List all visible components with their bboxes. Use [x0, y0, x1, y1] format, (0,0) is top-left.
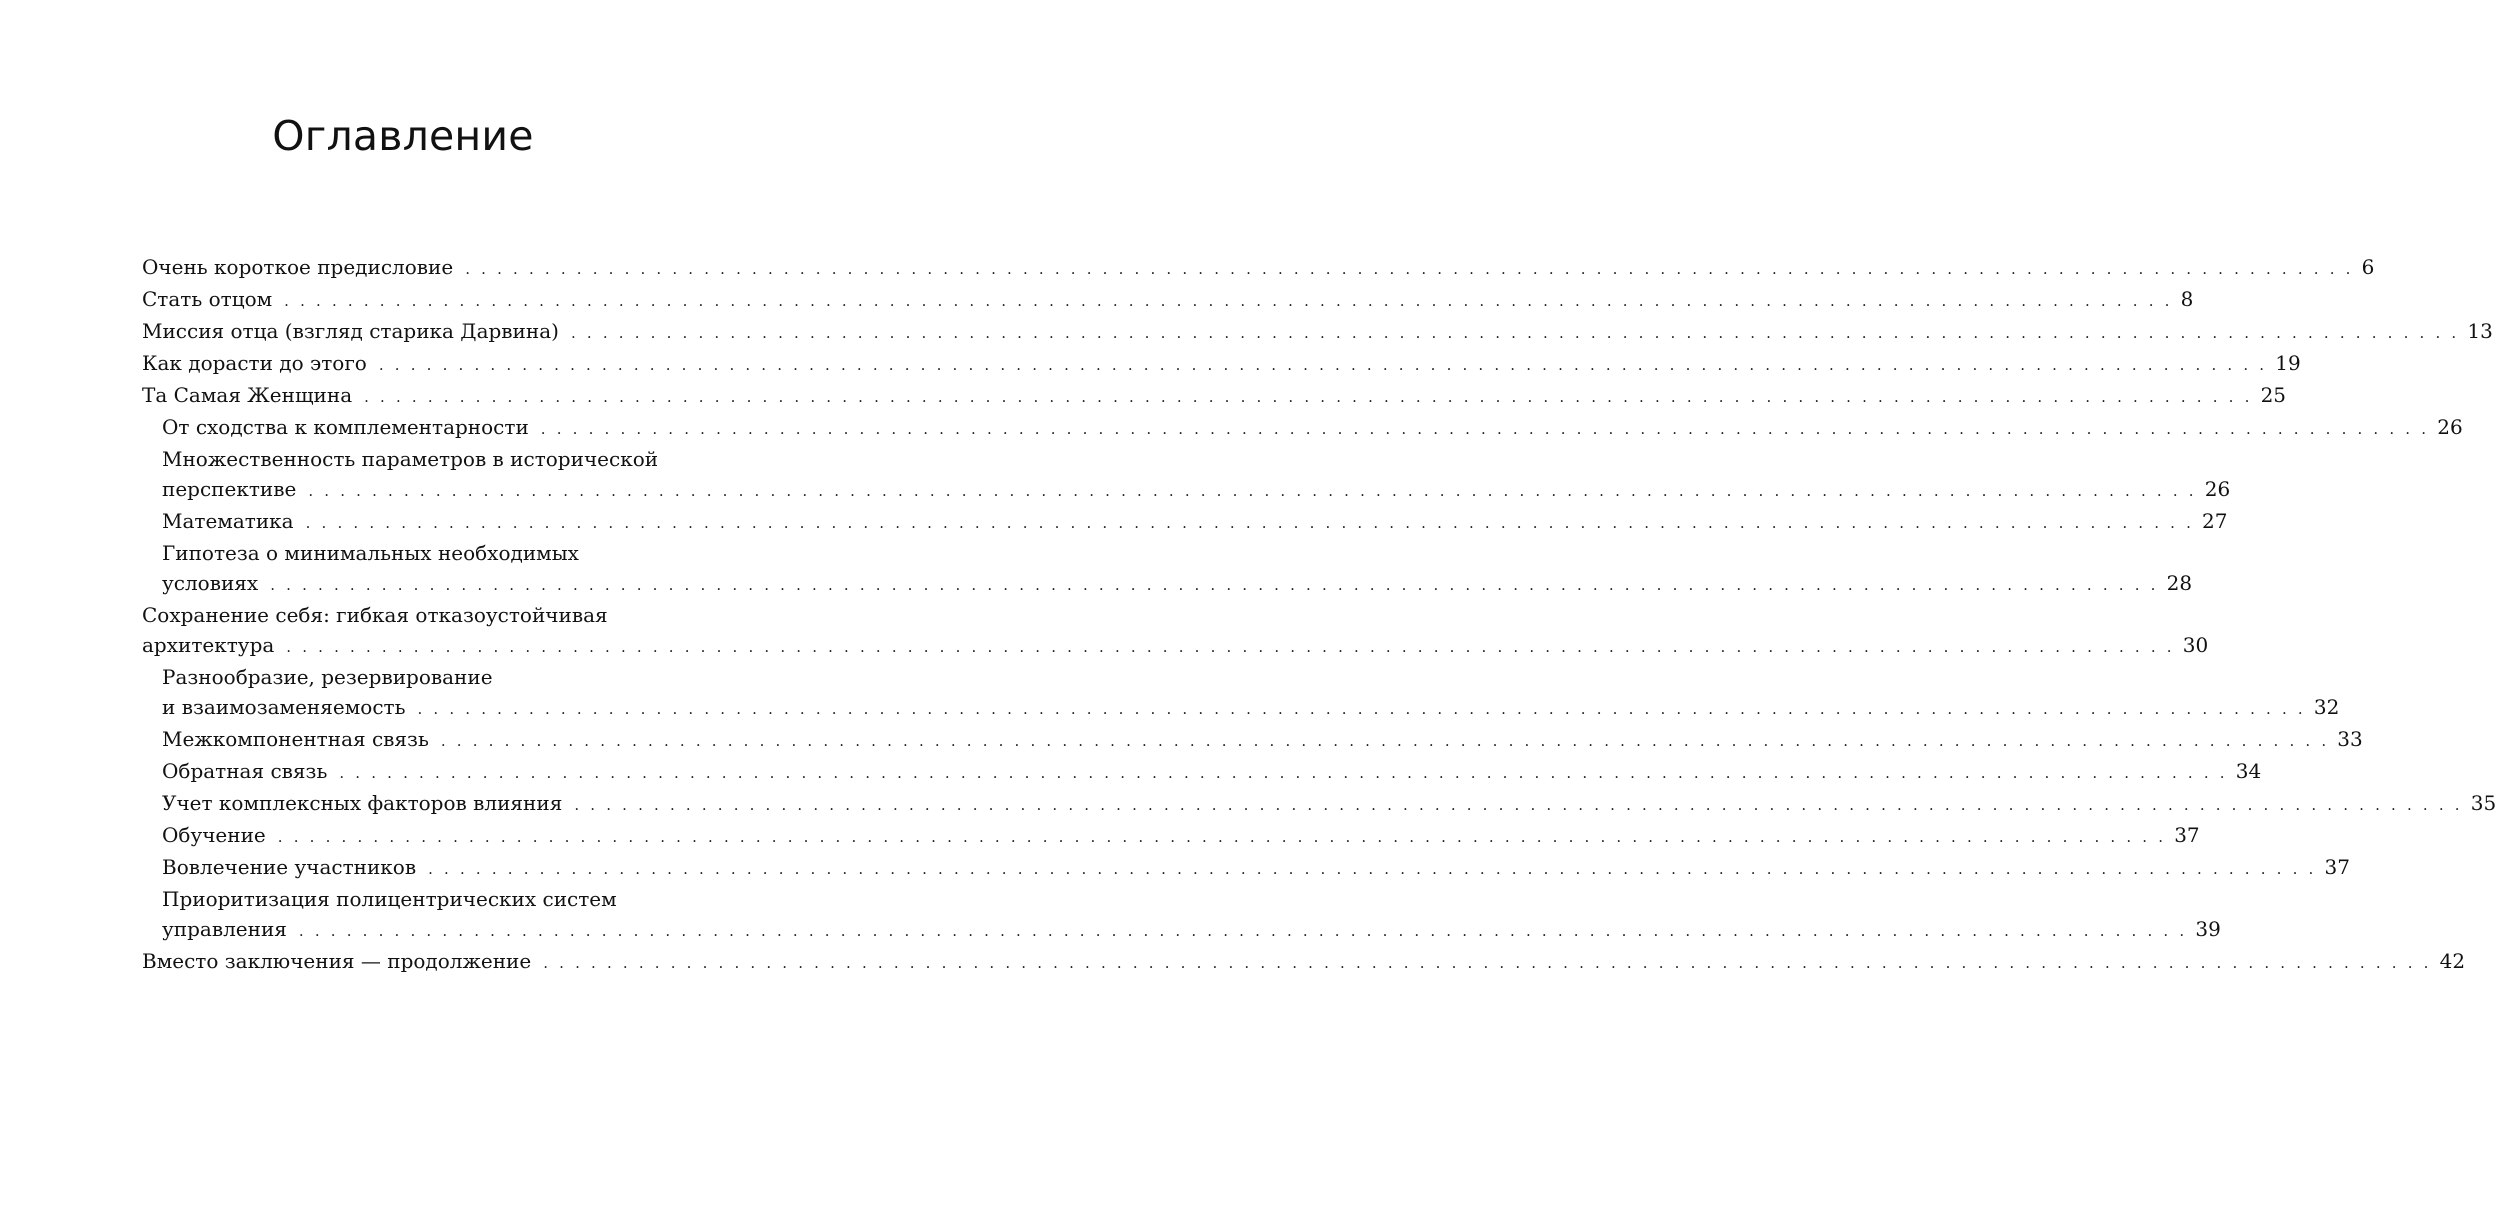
dot-leader: . . . . . . . . . . . . . . . . . . . . . . . . . . . . . . . . . . . . . . . . . . . . . . . . . . . . . . . . . . . . . . . . . . . . . . . . . . . . . . . . . . . . . . . . . . . . . . . . . . . . . . . . . . . . . . . . . . . . . . .	[540, 420, 2430, 438]
toc-page-number: 26	[2204, 477, 2231, 501]
toc-page-number: 30	[2182, 633, 2209, 657]
page-title: Оглавление	[272, 112, 534, 160]
toc-entry[interactable]	[142, 284, 2194, 316]
toc-entry[interactable]	[142, 348, 2301, 380]
toc-page-number: 13	[2467, 319, 2493, 343]
toc-subentry[interactable]	[142, 506, 2228, 538]
dot-leader: . . . . . . . . . . . . . . . . . . . . . . . . . . . . . . . . . . . . . . . . . . . . . . . . . . . . . . . . . . . . . . . . . . . . . . . . . . . . . . . . . . . . . . . . . . . . . . . . . . . . . . . . . . . . . . . . . . . . . . .	[298, 922, 2188, 940]
toc-entry-title: Учет комплексных факторов влияния	[162, 791, 563, 815]
toc-entry-title: условиях	[162, 571, 259, 595]
toc-entry-title: Как дорасти до этого	[142, 351, 367, 375]
dot-leader: . . . . . . . . . . . . . . . . . . . . . . . . . . . . . . . . . . . . . . . . . . . . . . . . . . . . . . . . . . . . . . . . . . . . . . . . . . . . . . . . . . . . . . . . . . . . . . . . . . . . . . . . . . . . . . . . . . . . . . .	[277, 828, 2167, 846]
dot-leader: . . . . . . . . . . . . . . . . . . . . . . . . . . . . . . . . . . . . . . . . . . . . . . . . . . . . . . . . . . . . . . . . . . . . . . . . . . . . . . . . . . . . . . . . . . . . . . . . . . . . . . . . . . . . . . . . . . . . . . .	[270, 576, 2159, 594]
table-of-contents	[142, 252, 2496, 978]
toc-entry-title: Вместо заключения — продолжение	[142, 949, 532, 973]
toc-entry-title: Та Самая Женщина	[142, 383, 353, 407]
toc-entry-title: архитектура	[142, 633, 275, 657]
toc-subentry[interactable]	[142, 756, 2262, 788]
toc-subentry[interactable]	[142, 788, 2496, 820]
toc-entry-title: и взаимозаменяемость	[162, 695, 406, 719]
toc-entry-title: От сходства к комплементарности	[162, 415, 529, 439]
toc-subentry[interactable]	[142, 538, 2193, 600]
dot-leader: . . . . . . . . . . . . . . . . . . . . . . . . . . . . . . . . . . . . . . . . . . . . . . . . . . . . . . . . . . . . . . . . . . . . . . . . . . . . . . . . . . . . . . . . . . . . . . . . . . . . . . . . . . . . . . . . . . . . . . .	[339, 764, 2228, 782]
toc-entry[interactable]	[142, 946, 2466, 978]
toc-page-number: 37	[2324, 855, 2350, 879]
toc-entry-title: Обучение	[162, 823, 266, 847]
toc-page-number: 35	[2470, 791, 2496, 815]
toc-page-number: 6	[2361, 255, 2375, 279]
toc-entry-title-line: Сохранение себя: гибкая отказоустойчивая	[142, 603, 608, 627]
toc-subentry[interactable]	[142, 662, 2340, 724]
toc-subentry[interactable]	[142, 724, 2363, 756]
toc-subentry[interactable]	[142, 412, 2463, 444]
toc-entry-title: управления	[162, 917, 287, 941]
toc-entry-title: Вовлечение участников	[162, 855, 417, 879]
toc-entry-title: Миссия отца (взгляд старика Дарвина)	[142, 319, 559, 343]
toc-page-number: 42	[2439, 949, 2466, 973]
toc-entry-title-line: Приоритизация полицентрических систем	[162, 887, 617, 911]
toc-page-number: 28	[2166, 571, 2193, 595]
toc-entry[interactable]	[142, 316, 2493, 348]
toc-entry-title: перспективе	[162, 477, 297, 501]
dot-leader: . . . . . . . . . . . . . . . . . . . . . . . . . . . . . . . . . . . . . . . . . . . . . . . . . . . . . . . . . . . . . . . . . . . . . . . . . . . . . . . . . . . . . . . . . . . . . . . . . . . . . . . . . . . . . . . . . . . . . . .	[574, 796, 2463, 814]
toc-entry[interactable]	[142, 252, 2375, 284]
dot-leader: . . . . . . . . . . . . . . . . . . . . . . . . . . . . . . . . . . . . . . . . . . . . . . . . . . . . . . . . . . . . . . . . . . . . . . . . . . . . . . . . . . . . . . . . . . . . . . . . . . . . . . . . . . . . . . . . . . . . . . .	[284, 292, 2173, 310]
toc-subentry[interactable]	[142, 820, 2200, 852]
toc-page-number: 27	[2202, 509, 2228, 533]
dot-leader: . . . . . . . . . . . . . . . . . . . . . . . . . . . . . . . . . . . . . . . . . . . . . . . . . . . . . . . . . . . . . . . . . . . . . . . . . . . . . . . . . . . . . . . . . . . . . . . . . . . . . . . . . . . . . . . . . . . . . . .	[570, 324, 2460, 342]
toc-entry-title-line: Множественность параметров в исторической	[162, 447, 659, 471]
toc-entry-title: Очень короткое предисловие	[142, 255, 454, 279]
toc-page-number: 26	[2437, 415, 2463, 439]
toc-entry-title: Стать отцом	[142, 287, 273, 311]
toc-entry-title: Межкомпонентная связь	[162, 727, 429, 751]
toc-entry-title: Математика	[162, 509, 294, 533]
dot-leader: . . . . . . . . . . . . . . . . . . . . . . . . . . . . . . . . . . . . . . . . . . . . . . . . . . . . . . . . . . . . . . . . . . . . . . . . . . . . . . . . . . . . . . . . . . . . . . . . . . . . . . . . . . . . . . . . . . . . . . .	[465, 260, 2354, 278]
toc-entry[interactable]	[142, 380, 2287, 412]
toc-subentry[interactable]	[142, 884, 2221, 946]
toc-page-number: 32	[2313, 695, 2340, 719]
dot-leader: . . . . . . . . . . . . . . . . . . . . . . . . . . . . . . . . . . . . . . . . . . . . . . . . . . . . . . . . . . . . . . . . . . . . . . . . . . . . . . . . . . . . . . . . . . . . . . . . . . . . . . . . . . . . . . . . . . . . . . .	[543, 954, 2432, 972]
toc-entry-title-line: Разнообразие, резервирование	[162, 665, 493, 689]
toc-subentry[interactable]	[142, 444, 2231, 506]
dot-leader: . . . . . . . . . . . . . . . . . . . . . . . . . . . . . . . . . . . . . . . . . . . . . . . . . . . . . . . . . . . . . . . . . . . . . . . . . . . . . . . . . . . . . . . . . . . . . . . . . . . . . . . . . . . . . . . . . . . . . . .	[428, 860, 2317, 878]
dot-leader: . . . . . . . . . . . . . . . . . . . . . . . . . . . . . . . . . . . . . . . . . . . . . . . . . . . . . . . . . . . . . . . . . . . . . . . . . . . . . . . . . . . . . . . . . . . . . . . . . . . . . . . . . . . . . . . . . . . . . . .	[440, 732, 2330, 750]
dot-leader: . . . . . . . . . . . . . . . . . . . . . . . . . . . . . . . . . . . . . . . . . . . . . . . . . . . . . . . . . . . . . . . . . . . . . . . . . . . . . . . . . . . . . . . . . . . . . . . . . . . . . . . . . . . . . . . . . . . . . . .	[378, 356, 2268, 374]
dot-leader: . . . . . . . . . . . . . . . . . . . . . . . . . . . . . . . . . . . . . . . . . . . . . . . . . . . . . . . . . . . . . . . . . . . . . . . . . . . . . . . . . . . . . . . . . . . . . . . . . . . . . . . . . . . . . . . . . . . . . . .	[417, 700, 2306, 718]
dot-leader: . . . . . . . . . . . . . . . . . . . . . . . . . . . . . . . . . . . . . . . . . . . . . . . . . . . . . . . . . . . . . . . . . . . . . . . . . . . . . . . . . . . . . . . . . . . . . . . . . . . . . . . . . . . . . . . . . . . . . . .	[364, 388, 2253, 406]
toc-entry-title: Обратная связь	[162, 759, 328, 783]
toc-page-number: 19	[2275, 351, 2301, 375]
toc-page-number: 8	[2180, 287, 2194, 311]
toc-page-number: 34	[2235, 759, 2262, 783]
toc-entry[interactable]	[142, 600, 2209, 662]
toc-entry-title-line: Гипотеза о минимальных необходимых	[162, 541, 579, 565]
dot-leader: . . . . . . . . . . . . . . . . . . . . . . . . . . . . . . . . . . . . . . . . . . . . . . . . . . . . . . . . . . . . . . . . . . . . . . . . . . . . . . . . . . . . . . . . . . . . . . . . . . . . . . . . . . . . . . . . . . . . . . .	[308, 482, 2197, 500]
toc-subentry[interactable]	[142, 852, 2350, 884]
dot-leader: . . . . . . . . . . . . . . . . . . . . . . . . . . . . . . . . . . . . . . . . . . . . . . . . . . . . . . . . . . . . . . . . . . . . . . . . . . . . . . . . . . . . . . . . . . . . . . . . . . . . . . . . . . . . . . . . . . . . . . .	[286, 638, 2175, 656]
toc-page-number: 25	[2260, 383, 2287, 407]
toc-page-number: 39	[2195, 917, 2221, 941]
toc-page-number: 33	[2337, 727, 2363, 751]
toc-page-number: 37	[2174, 823, 2200, 847]
dot-leader: . . . . . . . . . . . . . . . . . . . . . . . . . . . . . . . . . . . . . . . . . . . . . . . . . . . . . . . . . . . . . . . . . . . . . . . . . . . . . . . . . . . . . . . . . . . . . . . . . . . . . . . . . . . . . . . . . . . . . . .	[305, 514, 2195, 532]
